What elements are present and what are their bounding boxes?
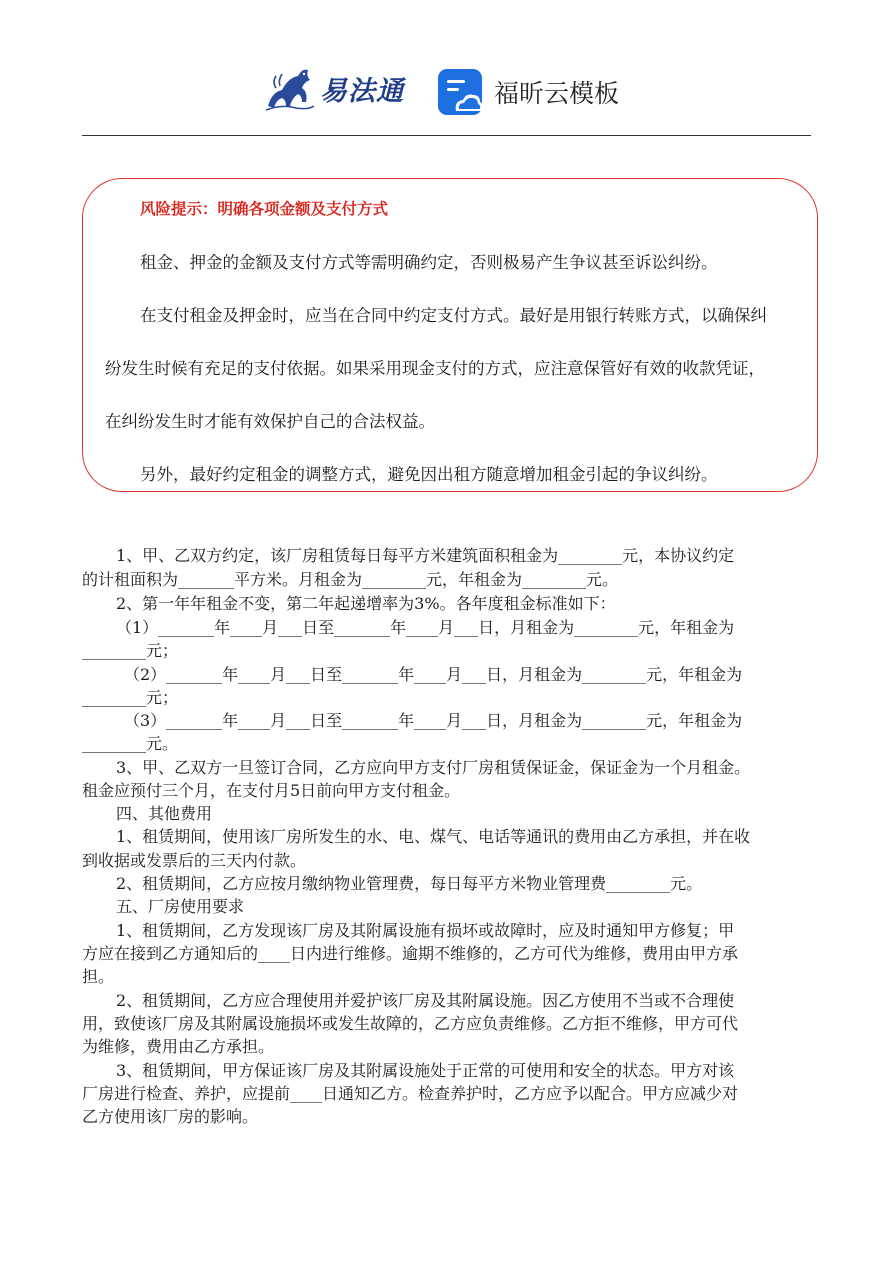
risk-notice-paragraph: 纷发生时候有充足的支付依据。如果采用现金支付的方式，应注意保管好有效的收款凭证， xyxy=(105,359,765,378)
section-heading: 四、其他费用 xyxy=(116,804,213,823)
qilin-logo-icon xyxy=(262,62,316,114)
foxit-template-brand xyxy=(436,66,619,118)
clause-line: 1、租赁期间，乙方发现该厂房及其附属设施有损坏或故障时，应及时通知甲方修复；甲 xyxy=(116,921,735,940)
yifatong-brand-name: 易法通 xyxy=(320,75,404,107)
risk-notice-paragraph: 租金、押金的金额及支付方式等需明确约定，否则极易产生争议甚至诉讼纠纷。 xyxy=(140,253,718,272)
clause-line: 为维修，费用由乙方承担。 xyxy=(82,1037,275,1056)
clause-line: 2、租赁期间，乙方应按月缴纳物业管理费，每日每平方米物业管理费________元。 xyxy=(116,874,703,893)
clause-line: 租金应预付三个月，在支付月5日前向甲方支付租金。 xyxy=(82,781,461,800)
section-heading: 五、厂房使用要求 xyxy=(116,897,245,916)
risk-notice-paragraph: 另外，最好约定租金的调整方式，避免因出租方随意增加租金引起的争议纠纷。 xyxy=(140,465,718,484)
yifatong-brand xyxy=(262,62,404,114)
risk-notice-paragraph: 在纠纷发生时才能有效保护自己的合法权益。 xyxy=(105,412,435,431)
clause-line: 厂房进行检查、养护，应提前____日通知乙方。检查养护时，乙方应予以配合。甲方应减少对 xyxy=(82,1084,739,1103)
risk-notice-paragraph: 在支付租金及押金时，应当在合同中约定支付方式。最好是用银行转账方式，以确保纠 xyxy=(140,306,767,325)
clause-line: ________元。 xyxy=(82,734,179,753)
clause-line: 乙方使用该厂房的影响。 xyxy=(82,1107,259,1126)
document-header xyxy=(0,0,893,136)
clause-line: 的计租面积为_______平方米。月租金为________元，年租金为________元。 xyxy=(82,570,619,589)
clause-line: （3）_______年____月___日至_______年____月___日，月租金为________元，年租金为 xyxy=(124,711,743,730)
clause-line: （1）_______年____月___日至_______年____月___日，月租金为________元，年租金为 xyxy=(116,618,735,637)
clause-line: ________元； xyxy=(82,641,179,660)
clause-line: 方应在接到乙方通知后的____日内进行维修。逾期不维修的，乙方可代为维修，费用由甲方承 xyxy=(82,944,739,963)
clause-line: 3、租赁期间，甲方保证该厂房及其附属设施处于正常的可使用和安全的状态。甲方对该 xyxy=(116,1061,735,1080)
clause-line: ________元； xyxy=(82,688,179,707)
clause-line: （2）_______年____月___日至_______年____月___日，月租金为________元，年租金为 xyxy=(124,665,743,684)
clause-line: 到收据或发票后的三天内付款。 xyxy=(82,851,307,870)
clause-line: 用，致使该厂房及其附属设施损坏或发生故障的，乙方应负责维修。乙方拒不维修，甲方可代 xyxy=(82,1014,739,1033)
risk-notice-box xyxy=(82,178,818,492)
clause-line: 2、第一年年租金不变，第二年起递增率为3%。各年度租金标准如下： xyxy=(116,594,616,613)
foxit-cloud-doc-icon xyxy=(436,67,486,117)
clause-line: 3、甲、乙双方一旦签订合同，乙方应向甲方支付厂房租赁保证金，保证金为一个月租金。 xyxy=(116,758,751,777)
header-divider xyxy=(82,135,811,136)
clause-line: 2、租赁期间，乙方应合理使用并爱护该厂房及其附属设施。因乙方使用不当或不合理使 xyxy=(116,991,735,1010)
clause-line: 1、租赁期间，使用该厂房所发生的水、电、煤气、电话等通讯的费用由乙方承担，并在收 xyxy=(116,827,751,846)
risk-notice-title: 风险提示：明确各项金额及支付方式 xyxy=(140,200,389,218)
foxit-template-brand-name: 福昕云模板 xyxy=(494,79,620,108)
clause-line: 1、甲、乙双方约定，该厂房租赁每日每平方米建筑面积租金为________元，本协议约定 xyxy=(116,546,735,565)
clause-line: 担。 xyxy=(82,967,115,986)
